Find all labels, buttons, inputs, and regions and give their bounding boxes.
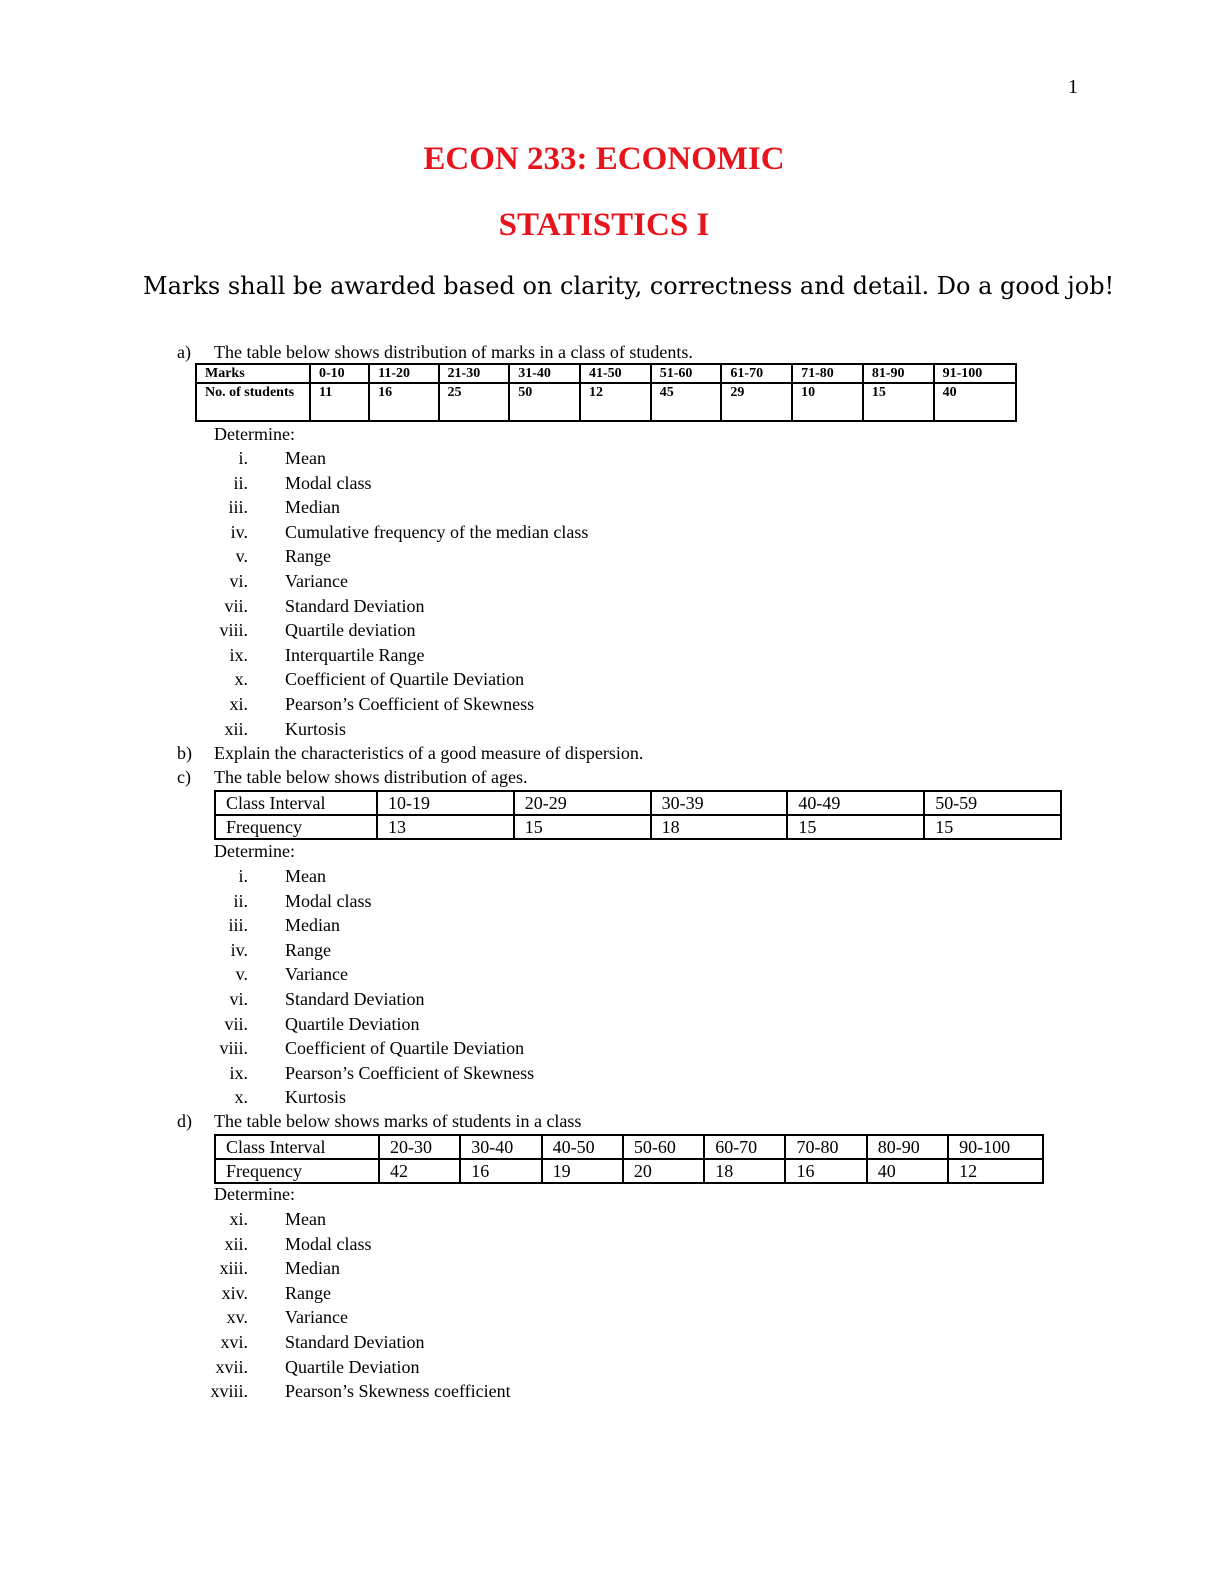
table-cell: 25: [439, 383, 510, 421]
table-cell: 20-30: [379, 1135, 460, 1159]
table-cell: 70-80: [785, 1135, 866, 1159]
determine-label: Determine:: [214, 424, 295, 444]
list-item-number: xiii.: [219, 1258, 248, 1279]
question-a-label: a): [177, 342, 191, 362]
table-cell: 40: [867, 1159, 948, 1183]
question-d-text: The table below shows marks of students in a class: [214, 1111, 582, 1131]
question-d-label: d): [177, 1111, 192, 1131]
list-item: Quartile Deviation: [285, 1356, 420, 1377]
table-cell: 50: [509, 383, 580, 421]
table-cell: 15: [787, 815, 924, 839]
table-cell: 11-20: [369, 364, 438, 383]
list-item: Quartile deviation: [285, 620, 416, 641]
question-b-text: Explain the characteristics of a good measure of dispersion.: [214, 743, 644, 763]
list-item-number: iii.: [228, 915, 248, 936]
list-item: Variance: [285, 1307, 348, 1328]
determine-label: Determine:: [214, 841, 295, 861]
table-cell: Frequency: [215, 1159, 379, 1183]
list-item: Standard Deviation: [285, 595, 425, 616]
table-cell: 60-70: [704, 1135, 785, 1159]
table-row: [215, 791, 1061, 815]
list-item: Range: [285, 1282, 331, 1303]
list-item: Mean: [285, 1209, 326, 1229]
table-cell: 16: [460, 1159, 541, 1183]
list-item: Kurtosis: [285, 718, 347, 739]
table-cell: 80-90: [867, 1135, 948, 1159]
class-marks-table: [214, 1134, 1044, 1184]
table-cell: 16: [785, 1159, 866, 1183]
list-item-number: x.: [234, 669, 248, 690]
table-cell: 0-10: [310, 364, 369, 383]
table-cell: 11: [310, 383, 369, 421]
table-cell: 40-50: [542, 1135, 623, 1159]
question-c-text: The table below shows distribution of ages.: [214, 767, 528, 787]
list-item-number: iv.: [230, 939, 248, 960]
table-cell: 61-70: [721, 364, 792, 383]
table-cell: 10-19: [377, 791, 514, 815]
list-item-number: viii.: [219, 1038, 248, 1059]
list-item-number: iii.: [228, 497, 248, 518]
question-b-label: b): [177, 743, 192, 763]
table-cell: 51-60: [651, 364, 722, 383]
list-item: Median: [285, 1258, 340, 1279]
table-cell: Class Interval: [215, 791, 377, 815]
list-item-number: ii.: [233, 890, 248, 911]
list-item-number: ix.: [229, 1062, 248, 1083]
question-c-label: c): [177, 767, 191, 787]
table-cell: 20-29: [514, 791, 651, 815]
table-cell: Frequency: [215, 815, 377, 839]
list-item-number: xi.: [229, 694, 248, 714]
page-subtitle: STATISTICS I: [498, 207, 710, 243]
table-cell: 42: [379, 1159, 460, 1183]
table-cell: 13: [377, 815, 514, 839]
list-item: Modal class: [285, 472, 372, 493]
table-cell: 91-100: [934, 364, 1016, 383]
list-item-number: ix.: [229, 644, 248, 665]
table-cell: 31-40: [509, 364, 580, 383]
ages-table: [214, 790, 1062, 840]
table-cell: 21-30: [439, 364, 510, 383]
list-item-number: viii.: [219, 620, 248, 641]
table-cell: 90-100: [948, 1135, 1043, 1159]
list-item-number: v.: [235, 546, 248, 567]
list-item-number: xii.: [224, 718, 248, 739]
table-row: [215, 1135, 1043, 1159]
table-cell: 81-90: [863, 364, 934, 383]
table-cell: 45: [651, 383, 722, 421]
list-item-number: xv.: [226, 1307, 248, 1328]
list-item-number: v.: [235, 964, 248, 985]
list-item-number: xvi.: [220, 1332, 248, 1352]
table-cell: 18: [651, 815, 788, 839]
list-item: Pearson’s Coefficient of Skewness: [285, 694, 535, 714]
table-cell: 50-59: [924, 791, 1061, 815]
list-item: Mean: [285, 448, 326, 468]
table-cell: 15: [514, 815, 651, 839]
list-item: Standard Deviation: [285, 989, 425, 1009]
list-item: Quartile Deviation: [285, 1013, 420, 1034]
list-item: Range: [285, 546, 331, 567]
table-cell: No. of students: [196, 383, 310, 421]
list-item-number: i.: [238, 448, 248, 468]
table-cell: 10: [792, 383, 863, 421]
table-cell: 30-40: [460, 1135, 541, 1159]
list-item: Pearson’s Skewness coefficient: [285, 1381, 511, 1402]
table-cell: 15: [924, 815, 1061, 839]
table-cell: 16: [369, 383, 438, 421]
list-item-number: i.: [238, 866, 248, 886]
list-item-number: vi.: [229, 571, 248, 591]
list-item: Kurtosis: [285, 1087, 347, 1108]
list-item-number: x.: [234, 1087, 248, 1108]
page-title: ECON 233: ECONOMIC: [423, 141, 785, 177]
list-item: Variance: [285, 964, 348, 985]
page-number: 1: [1068, 76, 1078, 98]
list-item: Modal class: [285, 890, 372, 911]
table-cell: 40-49: [787, 791, 924, 815]
table-cell: 20: [623, 1159, 704, 1183]
list-item: Standard Deviation: [285, 1332, 425, 1352]
list-item: Range: [285, 939, 331, 960]
table-cell: 30-39: [651, 791, 788, 815]
table-cell: 40: [934, 383, 1016, 421]
table-row: [215, 815, 1061, 839]
table-cell: 41-50: [580, 364, 651, 383]
marks-table: [195, 363, 1017, 422]
list-item-number: iv.: [230, 521, 248, 542]
list-item-number: xiv.: [221, 1282, 248, 1303]
table-cell: 15: [863, 383, 934, 421]
table-cell: Marks: [196, 364, 310, 383]
list-item: Coefficient of Quartile Deviation: [285, 669, 525, 690]
list-item-number: xi.: [229, 1209, 248, 1229]
list-item-number: vi.: [229, 989, 248, 1009]
table-cell: 18: [704, 1159, 785, 1183]
list-item: Variance: [285, 571, 348, 591]
list-item-number: vii.: [224, 1013, 248, 1034]
table-row: [196, 383, 1016, 421]
list-item-number: vii.: [224, 595, 248, 616]
table-cell: 12: [948, 1159, 1043, 1183]
table-row: [215, 1159, 1043, 1183]
list-item: Median: [285, 497, 340, 518]
table-row: [196, 364, 1016, 383]
table-cell: 12: [580, 383, 651, 421]
table-cell: 71-80: [792, 364, 863, 383]
determine-label: Determine:: [214, 1184, 295, 1204]
list-item: Mean: [285, 866, 326, 886]
list-item: Interquartile Range: [285, 644, 425, 665]
table-cell: 29: [721, 383, 792, 421]
list-item-number: xvii.: [215, 1356, 248, 1377]
list-item-number: xviii.: [210, 1381, 248, 1402]
list-item: Modal class: [285, 1233, 372, 1254]
question-a-text: The table below shows distribution of marks in a class of students.: [214, 342, 693, 362]
table-cell: 50-60: [623, 1135, 704, 1159]
list-item: Pearson’s Coefficient of Skewness: [285, 1062, 535, 1083]
table-cell: 19: [542, 1159, 623, 1183]
list-item-number: xii.: [224, 1233, 248, 1254]
list-item-number: ii.: [233, 472, 248, 493]
list-item: Coefficient of Quartile Deviation: [285, 1038, 525, 1059]
instructions: Marks shall be awarded based on clarity, correctness and detail. Do a good job!: [143, 272, 1115, 300]
table-cell: Class Interval: [215, 1135, 379, 1159]
list-item: Cumulative frequency of the median class: [285, 521, 589, 542]
list-item: Median: [285, 915, 340, 936]
